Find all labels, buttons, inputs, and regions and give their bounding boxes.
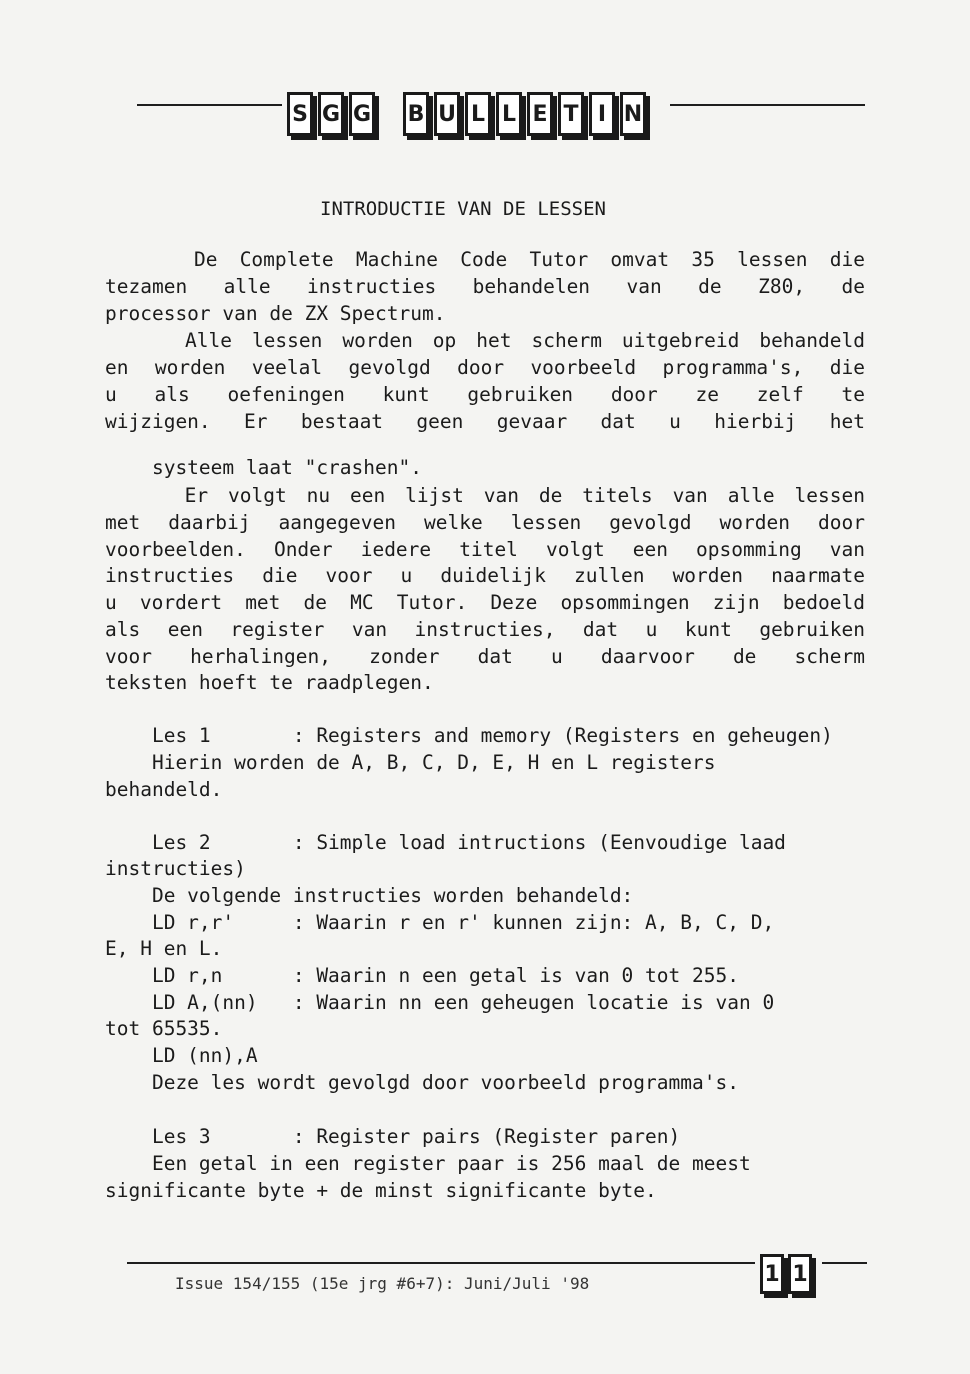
text-line: LD (nn),A (105, 1044, 258, 1067)
issue-info: Issue 154/155 (15e jrg #6+7): Juni/Juli '98 (175, 1274, 590, 1293)
text-line: en worden veelal gevolgd door voorbeeld programma's, die (105, 356, 865, 379)
banner-letter: U (434, 92, 460, 136)
text-line: De Complete Machine Code Tutor omvat 35 lessen die (105, 248, 865, 271)
text-line: voor herhalingen, zonder dat u daarvoor de scherm (105, 645, 865, 668)
text-line: wijzigen. Er bestaat geen gevaar dat u hierbij het (105, 410, 865, 433)
banner-letter: N (620, 92, 646, 136)
banner-letter: L (496, 92, 522, 136)
banner-letter: T (558, 92, 584, 136)
text-line: Les 3 : Register pairs (Register paren) (105, 1125, 681, 1148)
text-line: tezamen alle instructies behandelen van de Z80, de (105, 275, 865, 298)
header-rule-right (670, 104, 865, 106)
text-line: tot 65535. (105, 1017, 223, 1040)
text-line: Hierin worden de A, B, C, D, E, H en L registers (105, 751, 716, 774)
text-line: Deze les wordt gevolgd door voorbeeld programma's. (105, 1071, 739, 1094)
text-line: E, H en L. (105, 937, 223, 960)
article-title: INTRODUCTIE VAN DE LESSEN (320, 198, 606, 220)
text-line: processor van de ZX Spectrum. (105, 302, 446, 325)
page-number-digit: 1 (788, 1254, 812, 1294)
text-line: systeem laat "crashen". (105, 456, 422, 479)
banner-letter: G (318, 92, 344, 136)
banner-letter: I (589, 92, 615, 136)
text-line: voorbeelden. Onder iedere titel volgt een opsomming van (105, 538, 865, 561)
sgg-bulletin-banner (287, 92, 646, 136)
text-line: Een getal in een register paar is 256 maal de meest (105, 1152, 751, 1175)
header-rule-left (137, 104, 282, 106)
text-line: Les 1 : Registers and memory (Registers en geheugen) (105, 724, 833, 747)
banner-letter: G (349, 92, 375, 136)
page-number-digit: 1 (760, 1254, 784, 1294)
text-line: LD A,(nn) : Waarin nn een geheugen locatie is van 0 (105, 991, 775, 1014)
text-line: significante byte + de minst significante byte. (105, 1179, 657, 1202)
text-line: u als oefeningen kunt gebruiken door ze zelf te (105, 383, 865, 406)
text-line: instructies die voor u duidelijk zullen worden naarmate (105, 564, 865, 587)
banner-letter: E (527, 92, 553, 136)
text-line: De volgende instructies worden behandeld: (105, 884, 634, 907)
banner-letter: S (287, 92, 313, 136)
footer-rule-right (822, 1262, 867, 1264)
banner-letter: B (403, 92, 429, 136)
text-line: Les 2 : Simple load intructions (Eenvoudige laad (105, 831, 786, 854)
text-line: instructies) (105, 857, 246, 880)
text-line: met daarbij aangegeven welke lessen gevolgd worden door (105, 511, 865, 534)
text-line: Er volgt nu een lijst van de titels van alle lessen (105, 484, 865, 507)
text-line: LD r,r' : Waarin r en r' kunnen zijn: A, B, C, D, (105, 911, 775, 934)
text-line: teksten hoeft te raadplegen. (105, 671, 434, 694)
text-line: Alle lessen worden op het scherm uitgebreid behandeld (105, 329, 865, 352)
footer-rule-left (127, 1262, 755, 1264)
banner-letter: L (465, 92, 491, 136)
page-number (760, 1254, 812, 1294)
text-line: u vordert met de MC Tutor. Deze opsommingen zijn bedoeld (105, 591, 865, 614)
text-line: LD r,n : Waarin n een getal is van 0 tot 255. (105, 964, 739, 987)
text-line: als een register van instructies, dat u kunt gebruiken (105, 618, 865, 641)
text-line: behandeld. (105, 778, 223, 801)
